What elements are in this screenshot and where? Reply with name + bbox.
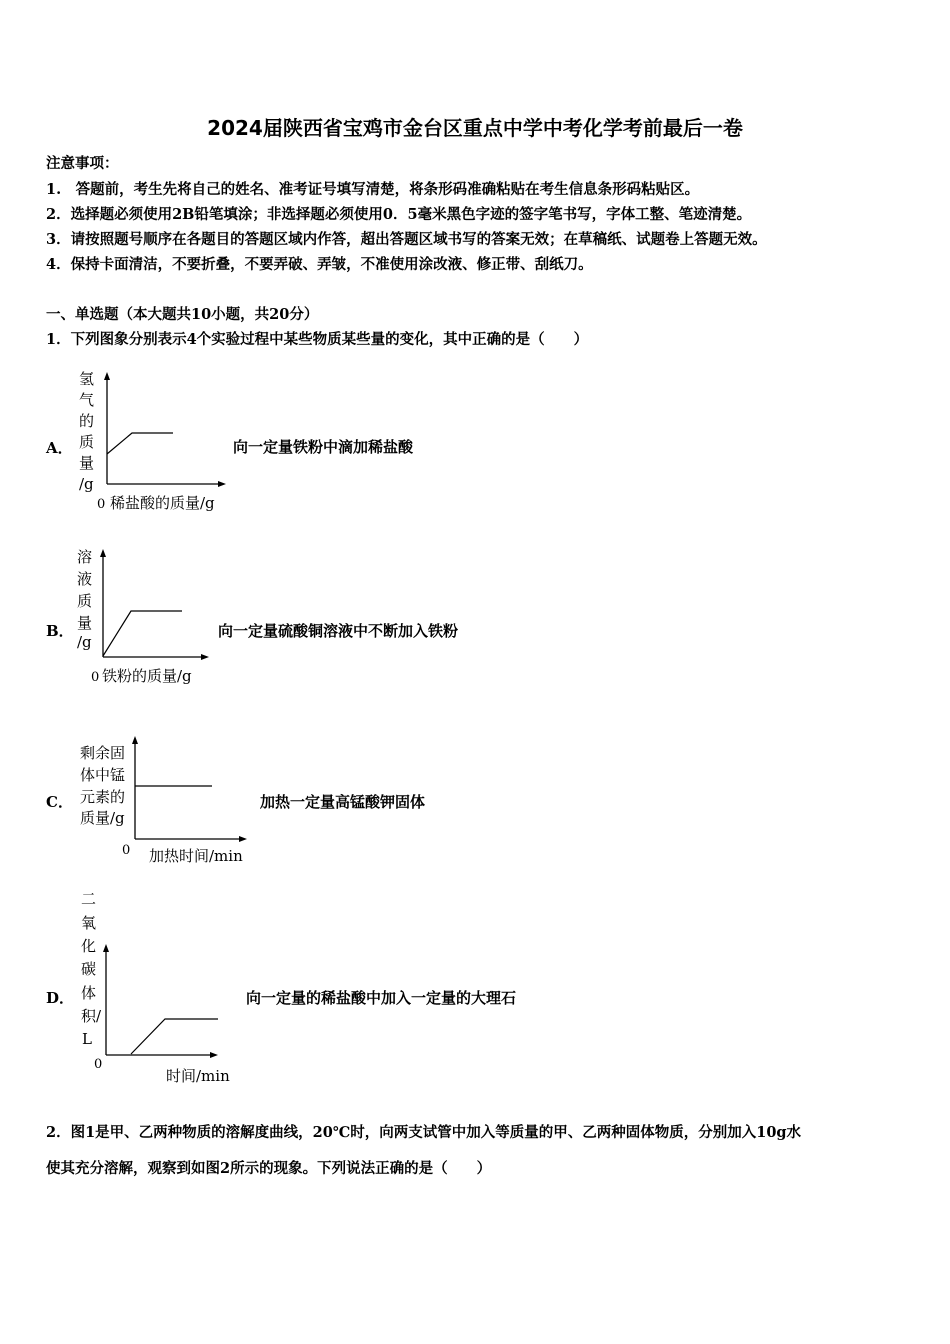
d-y-arrow [103,944,109,952]
c-origin: 0 [122,843,131,858]
c-x-arrow [239,836,247,842]
d-origin: 0 [94,1057,103,1072]
a-curve [107,433,173,454]
a-ylabel-6: /g [79,475,94,493]
note-item-4: 4．保持卡面清洁，不要折叠，不要弄破、弄皱，不准使用涂改液、修正带、刮纸刀。 [46,256,593,273]
option-c-description: 加热一定量高锰酸钾固体 [260,793,426,811]
d-ylabel-3: 化 [81,937,97,955]
d-ylabel-2: 氧 [81,914,97,932]
c-ylabel-2: 体中锰 [80,766,126,784]
d-ylabel-5: 体 [81,984,97,1002]
option-b-description: 向一定量硫酸铜溶液中不断加入铁粉 [218,622,459,640]
c-ylabel-4: 质量/g [80,809,125,827]
option-a-label: A． [46,439,73,457]
a-ylabel-2: 气 [79,391,95,409]
b-ylabel-3: 质 [77,592,93,610]
question-2-line-2: 使其充分溶解，观察到如图2所示的现象。下列说法正确的是（ ） [46,1160,492,1177]
option-d-label: D． [46,989,75,1007]
b-ylabel-2: 液 [77,570,93,588]
c-y-arrow [132,736,138,744]
option-b-graph [70,540,240,690]
note-item-3: 3．请按照题号顺序在各题目的答题区域内作答，超出答题区域书写的答案无效；在草稿纸、试题卷上答题无效。 [46,231,767,248]
option-d-description: 向一定量的稀盐酸中加入一定量的大理石 [246,989,517,1007]
a-y-arrow [104,372,110,380]
option-c-graph [70,728,260,868]
note-item-2: 2．选择题必须使用2B铅笔填涂；非选择题必须使用0．5毫米黑色字迹的签字笔书写，字体工整、笔迹清楚。 [46,206,752,223]
b-ylabel-5: /g [77,633,92,651]
b-origin: 0 [91,670,100,685]
d-ylabel-6: 积 [81,1007,97,1025]
b-xlabel: 铁粉的质量/g [102,667,192,685]
option-a-description: 向一定量铁粉中滴加稀盐酸 [233,438,414,456]
a-ylabel-4: 质 [79,433,95,451]
b-x-arrow [201,654,209,660]
a-ylabel-3: 的 [79,412,95,430]
option-b-label: B． [46,622,74,640]
b-curve [103,611,182,656]
b-y-arrow [100,549,106,557]
question-1-stem: 1．下列图象分别表示4个实验过程中某些物质某些量的变化，其中正确的是（ ） [46,331,589,348]
a-origin: 0 [97,497,106,512]
b-ylabel-4: 量 [77,614,93,632]
d-curve [131,1019,218,1054]
d-ylabel-7: / [96,1007,102,1025]
d-ylabel-4: 碳 [81,960,97,978]
c-ylabel-1: 剩余固 [80,744,126,762]
a-ylabel-1: 氢 [79,370,95,388]
d-x-arrow [210,1052,218,1058]
c-ylabel-3: 元素的 [80,788,126,806]
section-heading: 一、单选题（本大题共10小题，共20分） [46,306,319,323]
a-xlabel: 稀盐酸的质量/g [110,494,215,512]
b-ylabel-1: 溶 [77,548,93,566]
d-ylabel-1: 二 [81,890,97,908]
a-x-arrow [218,481,226,487]
option-a-graph [70,362,240,517]
option-c-label: C． [46,793,73,811]
option-d-graph [70,888,250,1088]
d-xlabel: 时间/min [166,1067,230,1085]
a-ylabel-5: 量 [79,454,95,472]
note-item-1: 1. 答题前，考生先将自己的姓名、准考证号填写清楚，将条形码准确粘贴在考生信息条形码粘贴区。 [46,181,700,198]
page-title: 2024届陕西省宝鸡市金台区重点中学中考化学考前最后一卷 [207,116,743,140]
c-xlabel: 加热时间/min [149,847,243,865]
d-ylabel-8: L [82,1030,92,1048]
notes-heading: 注意事项： [46,155,119,172]
question-2-line-1: 2．图1是甲、乙两种物质的溶解度曲线，20℃时，向两支试管中加入等质量的甲、乙两种固体物质，分别加入10g水 [46,1124,802,1141]
